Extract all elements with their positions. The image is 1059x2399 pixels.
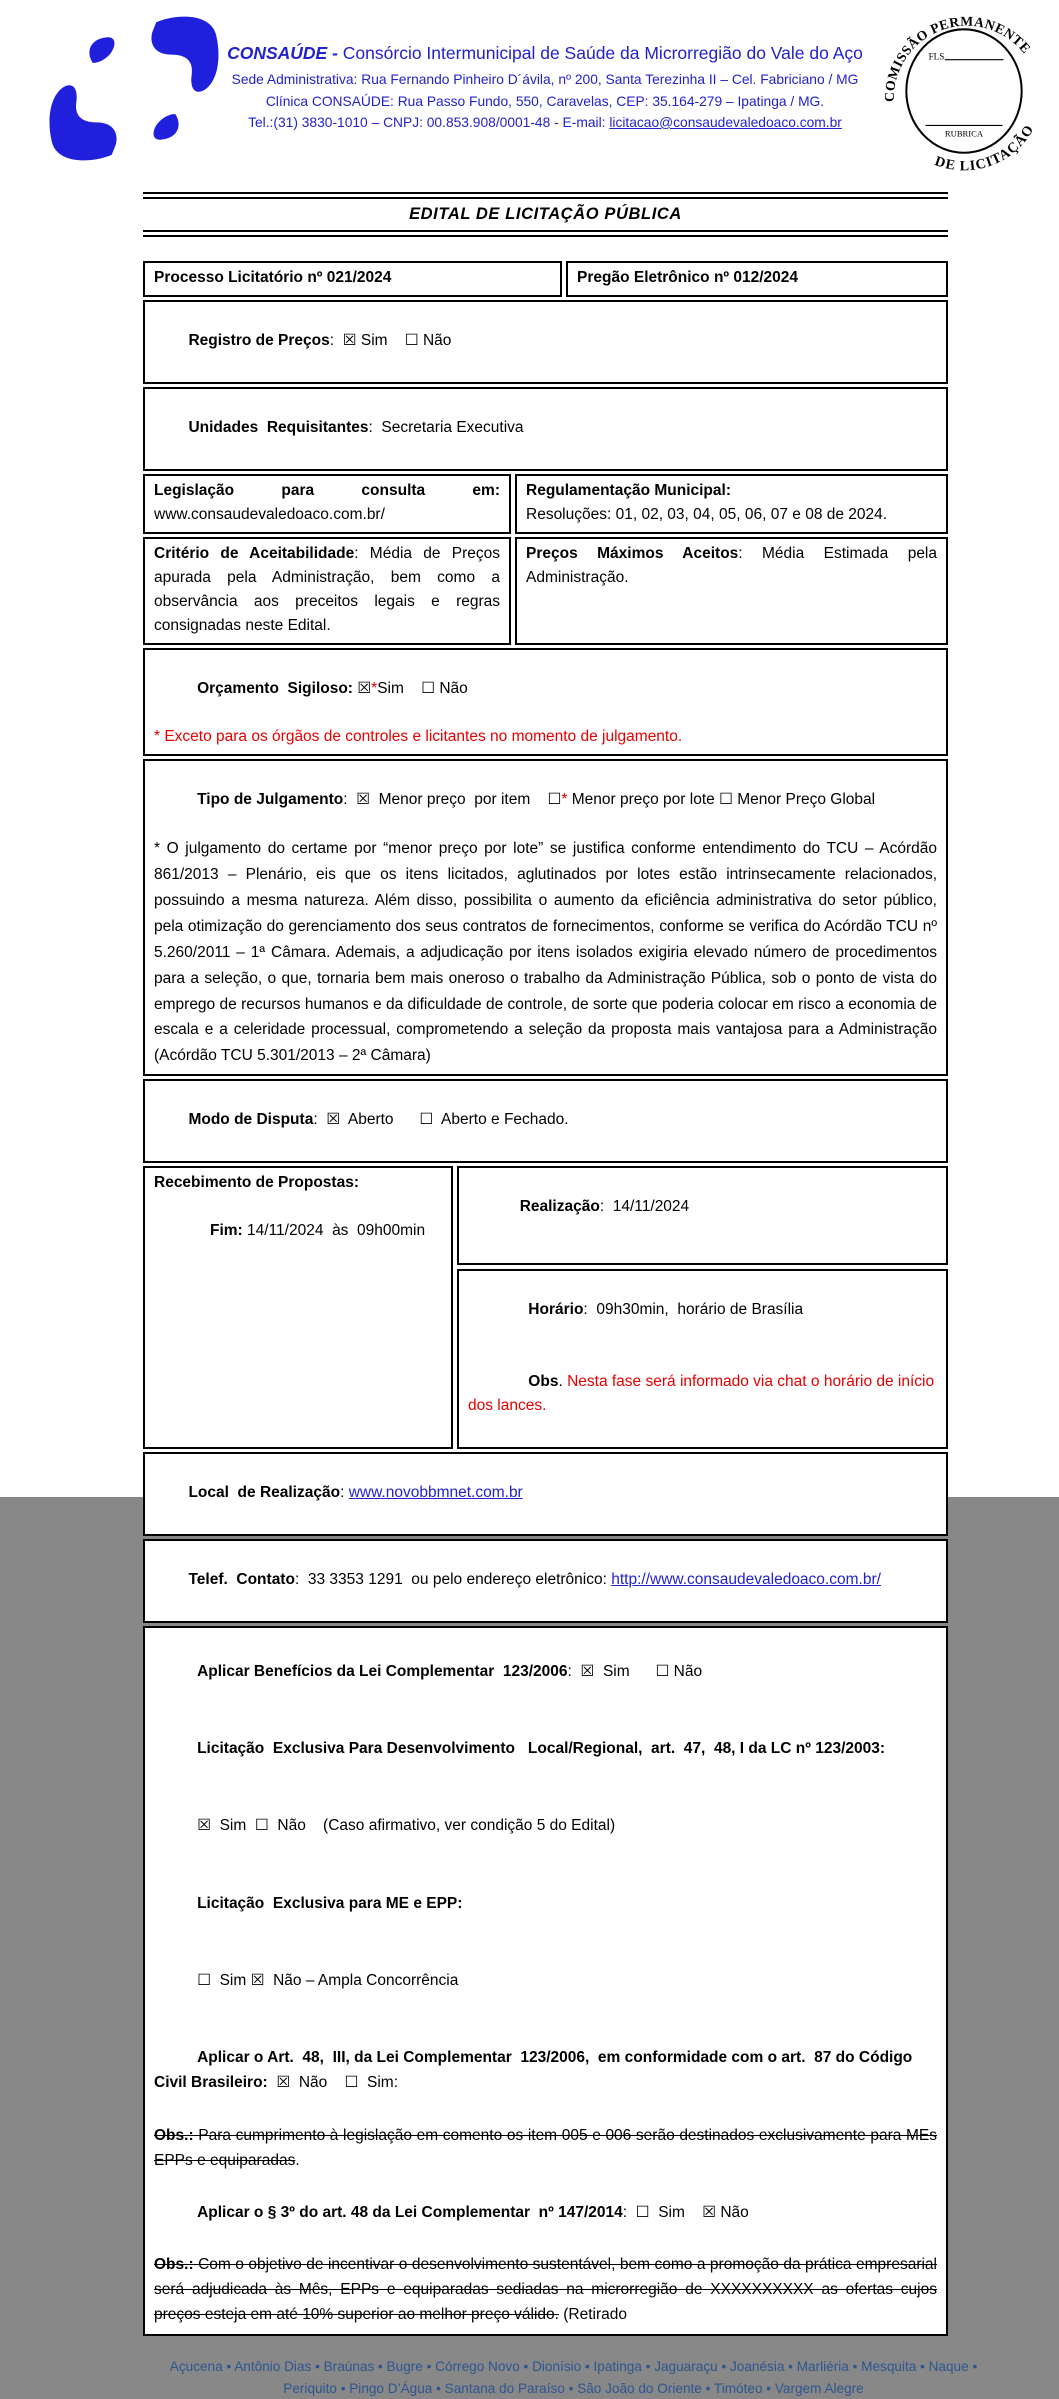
consaude-logo bbox=[48, 16, 220, 161]
obs-label: Obs bbox=[528, 1373, 559, 1391]
lc-obs2-tail: (Retirado bbox=[558, 2306, 627, 2324]
orcamento-note: * Exceto para os órgãos de controles e licitantes no momento de julgamento. bbox=[154, 728, 683, 746]
unidades-value: : Secretaria Executiva bbox=[368, 419, 524, 437]
precos-maximos-label: Preços Máximos Aceitos bbox=[526, 545, 739, 563]
orcamento-asterisk: * bbox=[371, 680, 378, 698]
realizacao-column bbox=[457, 1166, 948, 1449]
logo-blob-bottom-left bbox=[49, 85, 116, 160]
unidades-label: Unidades Requisitantes bbox=[188, 419, 369, 437]
tipo-label: Tipo de Julgamento bbox=[197, 791, 344, 809]
phone-cnpj-text: Tel.:(31) 3830-1010 – CNPJ: 00.853.908/0001-48 - E-mail: bbox=[248, 114, 610, 130]
modo-checkboxes: : ☒ Aberto ☐ Aberto e Fechado. bbox=[313, 1111, 569, 1129]
org-name: CONSAÚDE - bbox=[227, 43, 338, 63]
local-sep: : bbox=[340, 1484, 349, 1502]
svg-text:DE LICITAÇÃO bbox=[928, 118, 1044, 174]
address-line-2: Clínica CONSAÚDE: Rua Passo Fundo, 550, Caravelas, CEP: 35.164-279 – Ipatinga / MG. bbox=[265, 93, 825, 109]
lc-me-epp-options: ☐ Sim ☒ Não – Ampla Concorrência bbox=[197, 1971, 459, 1989]
row-modo-disputa bbox=[143, 1079, 948, 1163]
criterio-label: Critério de Aceitabilidade bbox=[154, 545, 355, 563]
lc-art48-label: Aplicar o Art. 48, III, da Lei Complementar 123/2006, em conformidade com o art. 87 do Código Civil Brasileiro: bbox=[154, 2049, 917, 2092]
horario-value: : 09h30min, horário de Brasília bbox=[583, 1301, 804, 1319]
lc-obs1-label: Obs.: bbox=[154, 2126, 194, 2144]
lc-obs-struck-2 bbox=[154, 2252, 937, 2327]
stamp-fls-label: FLS bbox=[928, 51, 945, 62]
lc-exclusiva-regional-label: Licitação Exclusiva Para Desenvolvimento Local/Regional, art. 47, 48, I da LC nº 123/2003: bbox=[197, 1739, 886, 1757]
row-tipo-julgamento bbox=[143, 759, 948, 1076]
precos-maximos-cell bbox=[515, 537, 948, 645]
lc-me-epp-line bbox=[154, 1865, 937, 1940]
legislacao-label: Legislação para consulta em: bbox=[154, 482, 500, 500]
stamp-rubrica-label: RUBRICA bbox=[944, 128, 984, 139]
lc-me-epp-checkboxes bbox=[154, 1943, 937, 2018]
lc-obs1-text: Para cumprimento à legislação em comento os item 005 e 006 serão destinados exclusivamente para MEs EPPs e equiparadas bbox=[154, 2126, 937, 2169]
lc-beneficios-line bbox=[154, 1633, 937, 1708]
lc-obs1-tail: . bbox=[295, 2151, 300, 2169]
recebimento-label: Recebimento de Propostas: bbox=[154, 1174, 359, 1192]
local-label: Local de Realização bbox=[188, 1484, 341, 1502]
regulamentacao-label: Regulamentação Municipal: bbox=[526, 482, 731, 500]
legislacao-cell bbox=[143, 474, 511, 534]
logo-blob-bottom-right bbox=[154, 114, 179, 140]
row-registro-precos bbox=[143, 300, 948, 384]
horario-obs-line bbox=[468, 1346, 937, 1442]
lc-me-epp-label: Licitação Exclusiva para ME e EPP: bbox=[197, 1894, 463, 1912]
horario-label: Horário bbox=[528, 1301, 584, 1319]
stamp-bottom-text: DE LICITAÇÃO bbox=[932, 121, 1038, 174]
criterio-cell bbox=[143, 537, 511, 645]
recebimento-fim-line bbox=[154, 1195, 442, 1267]
regulamentacao-value: Resoluções: 01, 02, 03, 04, 05, 06, 07 e 08 de 2024. bbox=[526, 506, 888, 524]
lc-obs2-text: Com o objetivo de incentivar o desenvolvimento sustentável, bem como a promoção da prática empresarial será adjudicada às Mês, EPPs e equiparadas sediadas na microrregião de XXXXXXXXXX as ofertas cujos preços esteja em até 10% superior ao melhor preço válido. bbox=[154, 2256, 937, 2324]
address-line-1: Sede Administrativa: Rua Fernando Pinheiro D´ávila, nº 200, Santa Terezinha II – Cel. Fabriciano / MG bbox=[231, 72, 859, 88]
row-legislacao-regulamentacao bbox=[143, 474, 948, 534]
row-orcamento-sigiloso bbox=[143, 648, 948, 756]
orcamento-line bbox=[154, 653, 937, 725]
modo-label: Modo de Disputa bbox=[188, 1111, 314, 1129]
page-title: EDITAL DE LICITAÇÃO PÚBLICA bbox=[143, 192, 948, 237]
pregao-eletronico: Pregão Eletrônico nº 012/2024 bbox=[566, 261, 948, 297]
lc-paragrafo3-label: Aplicar o § 3º do art. 48 da Lei Complementar nº 147/2014 bbox=[197, 2203, 623, 2221]
processo-licitatorio: Processo Licitatório nº 021/2024 bbox=[143, 261, 562, 297]
footer-municipios: Açucena • Antônio Dias • Braúnas • Bugre • Córrego Novo • Dionísio • Ipatinga • Jaguaraçu • Joanésia • Marliéria • Mesquita • Naque • Periquito • Pingo D’Água • Santana do Paraíso • São João do Oriente • Timóteo • Vargem Alegre bbox=[169, 2359, 978, 2396]
header-text-block bbox=[200, 40, 890, 133]
orcamento-box1: ☒ bbox=[352, 680, 372, 698]
criterio-text: : Média de Preços apurada pela Administração, bem como a observância aos preceitos legais e regras consignadas neste Edital. bbox=[154, 545, 500, 635]
telef-label: Telef. Contato bbox=[188, 1571, 295, 1589]
lc-exclusiva-regional-line bbox=[154, 1711, 937, 1786]
row-criterio-precos bbox=[143, 537, 948, 645]
row-telefone-contato bbox=[143, 1539, 948, 1623]
document-header bbox=[0, 0, 1059, 192]
obs-dot: . bbox=[558, 1373, 568, 1391]
fim-value: 14/11/2024 às 09h00min bbox=[242, 1222, 426, 1240]
lc-regional-options: ☒ Sim ☐ Não (Caso afirmativo, ver condição 5 do Edital) bbox=[197, 1817, 616, 1835]
fim-label: Fim: bbox=[205, 1222, 243, 1240]
stamp-comissao-licitacao bbox=[878, 2, 1050, 174]
legislacao-url: www.consaudevaledoaco.com.br/ bbox=[154, 506, 385, 524]
lc-art48-options: ☒ Não ☐ Sim: bbox=[267, 2074, 399, 2092]
telef-text: : 33 3353 1291 ou pelo endereço eletrônico: bbox=[294, 1571, 612, 1589]
row-lei-complementar-block bbox=[143, 1626, 948, 2336]
realizacao-label: Realização bbox=[519, 1198, 600, 1216]
telef-link[interactable]: http://www.consaudevaledoaco.com.br/ bbox=[611, 1571, 881, 1589]
recebimento-cell bbox=[143, 1166, 453, 1449]
row-processo-pregao bbox=[143, 261, 948, 297]
tipo-asterisk: * bbox=[561, 791, 568, 809]
lc-obs-struck-1 bbox=[154, 2123, 937, 2173]
realizacao-cell bbox=[457, 1166, 948, 1265]
horario-line bbox=[468, 1274, 937, 1346]
row-local-realizacao bbox=[143, 1452, 948, 1536]
tipo-justificativa-paragraph: * O julgamento do certame por “menor preço por lote” se justifica conforme entendimento do TCU – Acórdão 861/2013 – Plenário, eis que os itens licitados, aglutinados por lotes estão intrinsecamente relacionados, possuindo a mesma natureza. Além disso, possibilita o aumento da eficiência administrativa do setor público, pela otimização do gerenciamento dos seus contratos de fornecimentos, conforme se verifica do Acórdão TCU nº 5.260/2011 – 1ª Câmara. Ademais, a adjudicação por itens isolados exigiria elevado número de procedimentos para a seleção, o que, tornaria bem mais oneroso o trabalho da Administração Pública, sob o ponto de vista do emprego de recursos humanos e da dificuldade de controle, de sorte que poderia colocar em risco a economia de escala e a celeridade processual, comprometendo a seleção da proposta mais vantajosa para a Administração (Acórdão TCU 5.301/2013 – 2ª Câmara) bbox=[154, 840, 937, 1065]
lc-art48-line bbox=[154, 2020, 937, 2120]
tipo-julgamento-line bbox=[154, 764, 937, 836]
edital-table bbox=[143, 261, 948, 2336]
lc-beneficios-label: Aplicar Benefícios da Lei Complementar 123/2006 bbox=[197, 1662, 568, 1680]
obs-red-text: Nesta fase será informado via chat o horário de início dos lances. bbox=[468, 1373, 939, 1415]
horario-cell bbox=[457, 1269, 948, 1449]
realizacao-value: : 14/11/2024 bbox=[599, 1198, 690, 1216]
svg-text:COMISSÃO PERMANENTE bbox=[878, 2, 1036, 107]
orcamento-box2: Sim ☐ Não bbox=[377, 680, 468, 698]
email-link[interactable]: licitacao@consaudevaledoaco.com.br bbox=[609, 114, 842, 130]
local-link[interactable]: www.novobbmnet.com.br bbox=[348, 1484, 523, 1502]
lc-paragrafo3-line bbox=[154, 2175, 937, 2250]
stamp-top-text: COMISSÃO PERMANENTE bbox=[881, 13, 1034, 103]
contact-line bbox=[200, 112, 890, 133]
tipo-opt1: : ☒ Menor preço por item ☐ bbox=[343, 791, 562, 809]
tipo-opt2: Menor preço por lote ☐ Menor Preço Global bbox=[567, 791, 876, 809]
registro-label: Registro de Preços bbox=[188, 332, 330, 350]
lc-obs2-label: Obs.: bbox=[154, 2256, 194, 2274]
lc-beneficios-checkboxes: : ☒ Sim ☐ Não bbox=[567, 1662, 703, 1680]
registro-checkboxes: : ☒ Sim ☐ Não bbox=[329, 332, 452, 350]
org-description: Consórcio Intermunicipal de Saúde da Microrregião do Vale do Aço bbox=[337, 43, 863, 63]
row-recebimento-realizacao bbox=[143, 1166, 948, 1449]
lc-paragrafo3-options: : ☐ Sim ☒ Não bbox=[622, 2203, 749, 2221]
precos-maximos-text: : Média Estimada pela Administração. bbox=[526, 545, 938, 587]
row-unidades bbox=[143, 387, 948, 471]
regulamentacao-cell bbox=[515, 474, 948, 534]
org-name-line bbox=[200, 40, 890, 67]
lc-exclusiva-regional-checkboxes bbox=[154, 1788, 937, 1863]
orcamento-label: Orçamento Sigiloso: bbox=[197, 680, 353, 698]
document-body bbox=[143, 192, 948, 2336]
logo-blob-top-left bbox=[89, 37, 114, 63]
